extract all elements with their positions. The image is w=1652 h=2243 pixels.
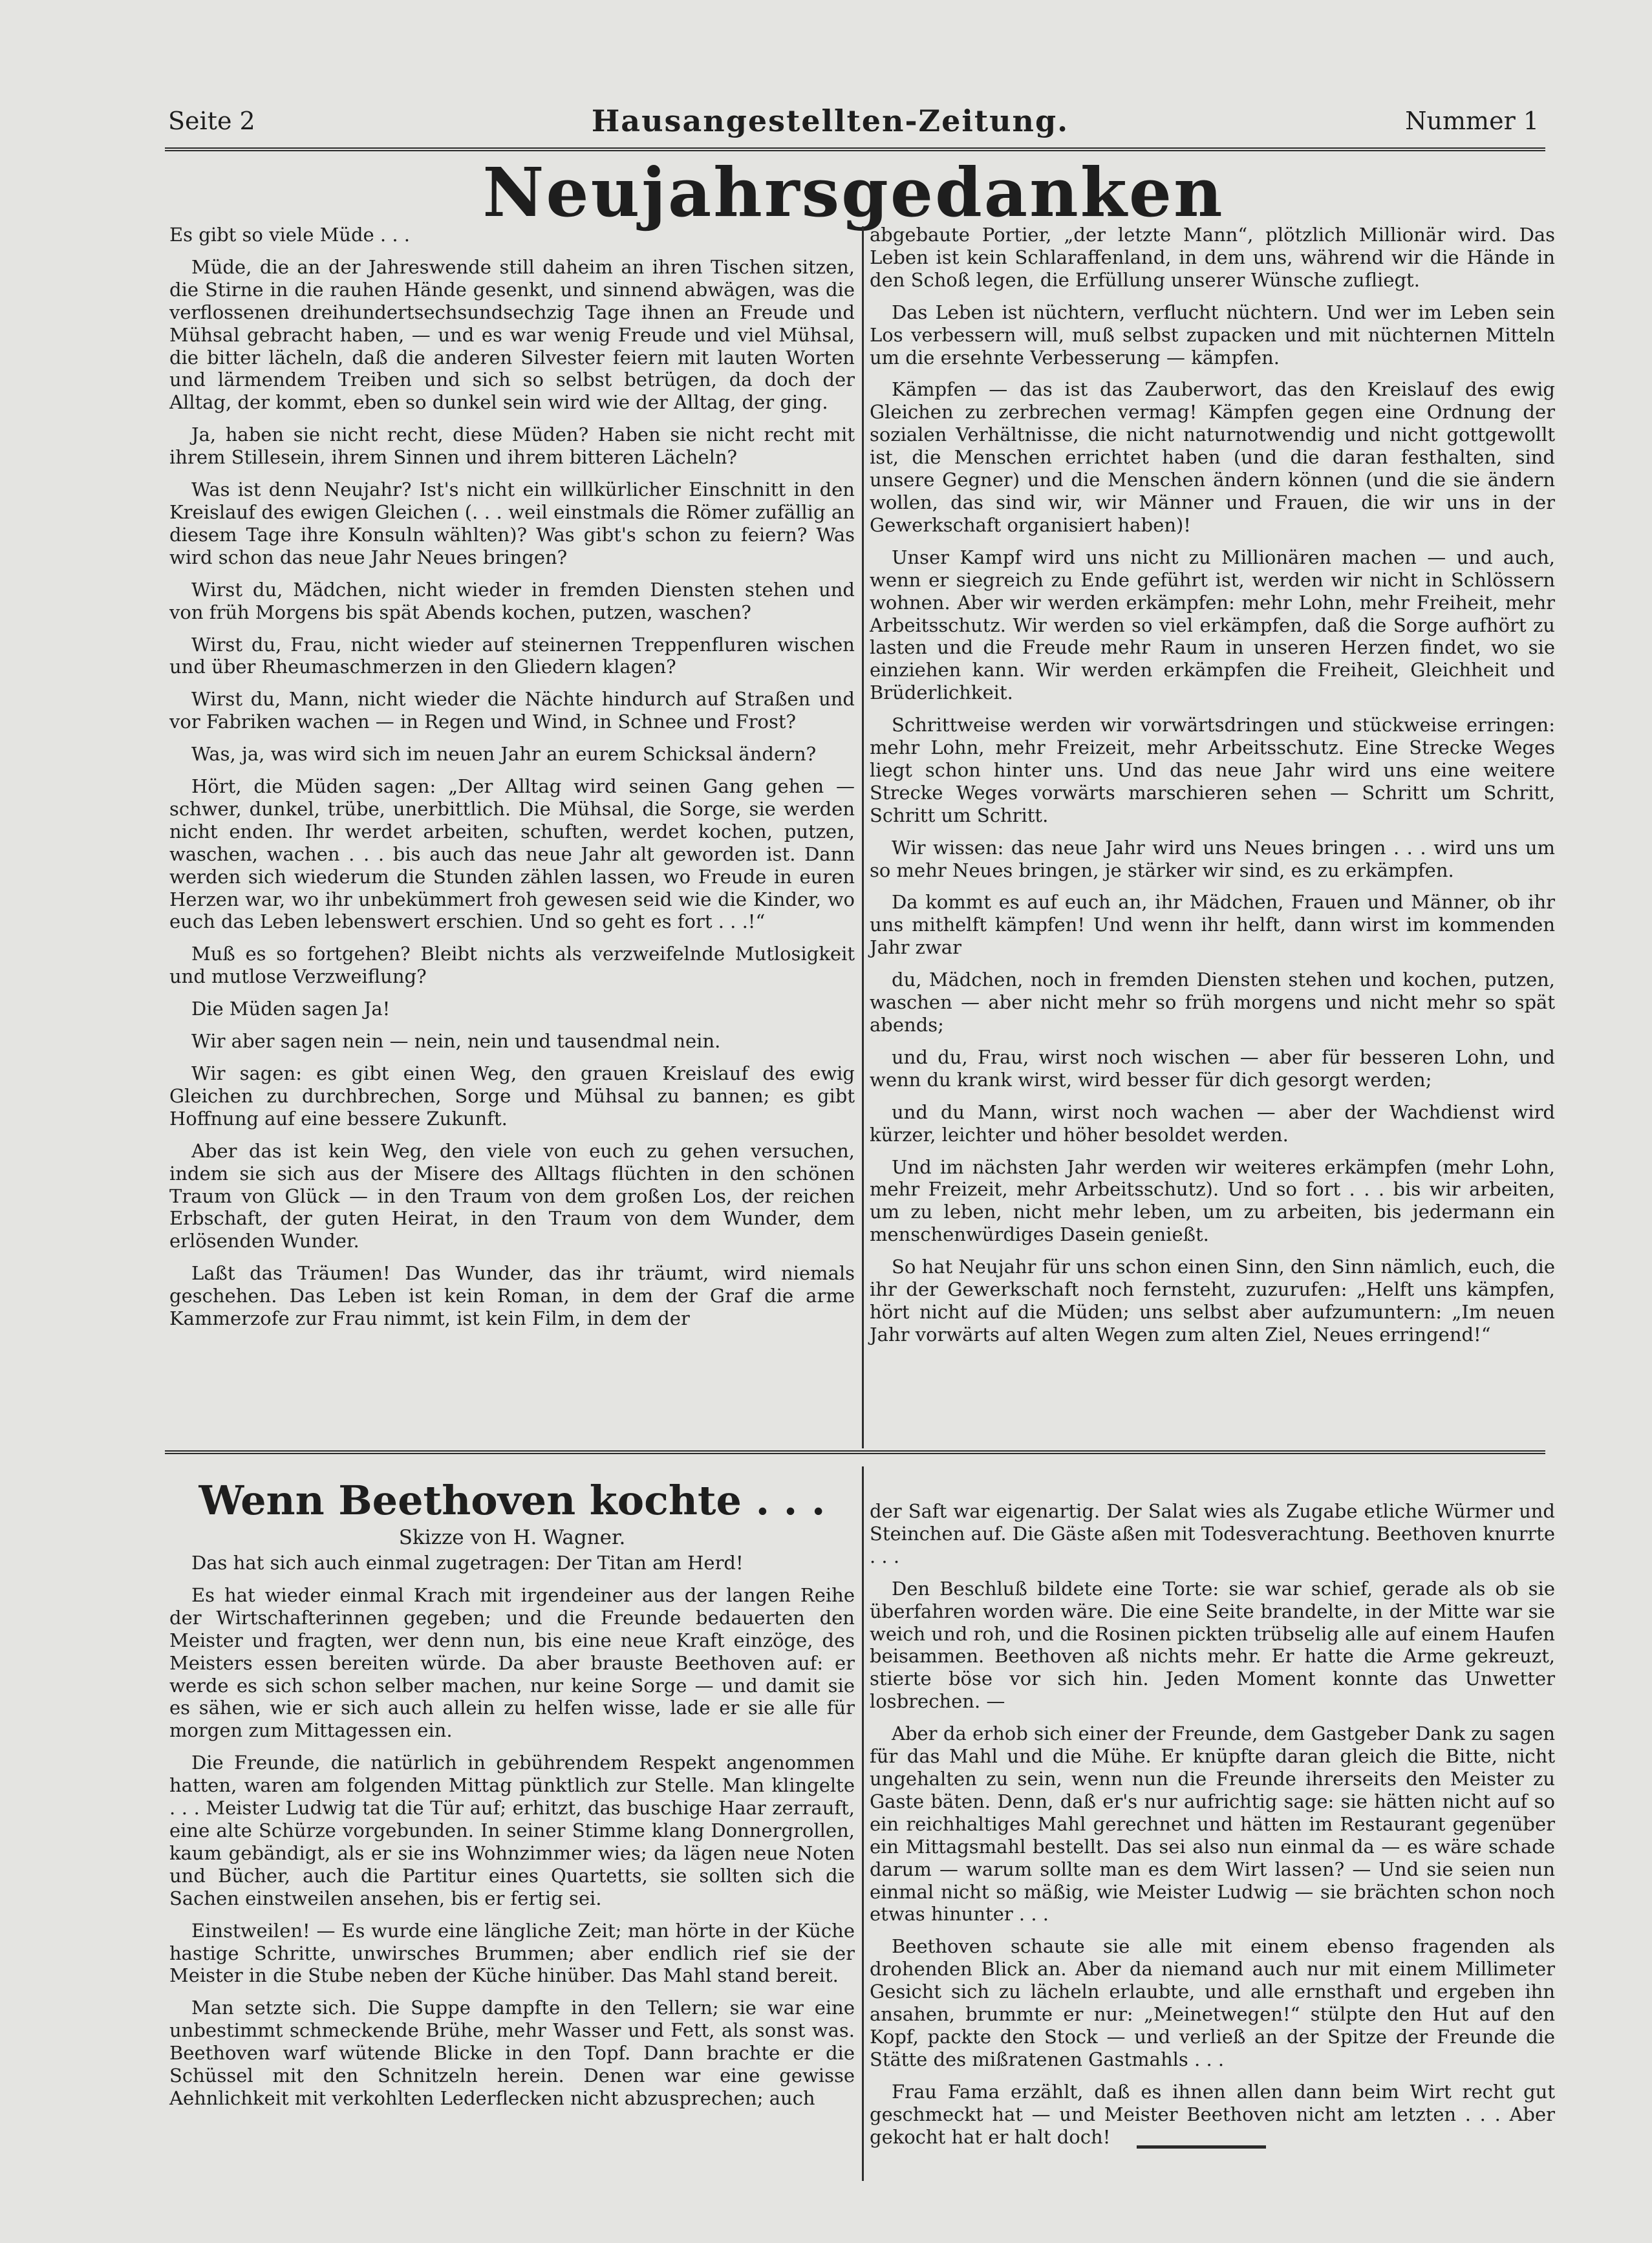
paragraph: abgebaute Portier, „der letzte Mann“, plötzlich Millionär wird. Das Leben ist kein Schlaraffenland, in dem uns, während wir die Hände in den Schoß legen, die Erfüllung unserer Wünsche zufliegt. — [870, 224, 1555, 291]
paragraph: Es gibt so viele Müde . . . — [169, 224, 410, 246]
story-title: Wenn Beethoven kochte . . . — [198, 1477, 826, 1524]
paragraph: Das Leben ist nüchtern, verflucht nüchtern. Und wer im Leben sein Los verbessern will, muß selbst zupacken und mit nüchternen Mitteln um die ersehnte Verbesserung — kämpfen. — [870, 301, 1555, 369]
paragraph: Aber da erhob sich einer der Freunde, dem Gastgeber Dank zu sagen für das Mahl und die Mühe. Er knüpfte daran gleich die Bitte, nicht ungehalten zu sein, wenn nun die Freunde ihrerseits den Meister zu Gaste bäten. Denn, daß er's nur aufrichtig sage: sie hätten nicht auf so ein reichhaltiges Mahl gerechnet und hätten im Restaurant gegenüber ein Mittagsmahl bestellt. Das sei also nun einmal da — es wäre schade darum — warum sollte man es dem Wirt lassen? — Und sie seien nun einmal nicht so mäßig, wie Meister Ludwig — sie brächten schon noch etwas hinunter . . . — [870, 1722, 1555, 1926]
story-byline: Skizze von H. Wagner. — [398, 1526, 626, 1549]
paragraph: Ja, haben sie nicht recht, diese Müden? Haben sie nicht recht mit ihrem Stillesein, ihrem Sinnen und ihrem bitteren Lächeln? — [169, 424, 855, 469]
paragraph: Wir wissen: das neue Jahr wird uns Neues bringen . . . wird uns um so mehr Neues bringen, je stärker wir sind, es zu erkämpfen. — [870, 836, 1555, 881]
paragraph: Es hat wieder einmal Krach mit irgendeiner aus der langen Reihe der Wirtschafterinnen gegeben; und die Freunde bedauerten den Meister und fragten, wer denn nun, bis eine neue Kraft einzöge, des Meisters essen bereiten würde. Da aber brauste Beethoven auf: er werde es sich schon selber machen, nur keine Sorge — und damit sie es sähen, wie er sich auch allein zu helfen wisse, lade er sie alle für morgen zum Mittagessen ein. — [169, 1583, 855, 1742]
paragraph: Hört, die Müden sagen: „Der Alltag wird seinen Gang gehen — schwer, dunkel, trübe, unerbittlich. Die Mühsal, die Sorge, sie werden nicht enden. Ihr werdet arbeiten, schuften, werdet kochen, putzen, waschen, wachen . . . bis auch das neue Jahr alt geworden ist. Dann werden sich wiederum die Stunden zählen lassen, wo Freude in euren Herzen war, wo ihr unbekümmert froh gewesen seid wie die Kinder, wo euch das Leben lebenswert erschien. Und so geht es fort . . .!“ — [169, 775, 855, 933]
paragraph: Wirst du, Frau, nicht wieder auf steinernen Treppenfluren wischen und über Rheumaschmerzen in den Gliedern klagen? — [169, 633, 855, 678]
story-column-right — [870, 1500, 1555, 2158]
article-column-left — [169, 224, 855, 1340]
paragraph: und du, Frau, wirst noch wischen — aber für besseren Lohn, und wenn du krank wirst, wird besser für dich gesorgt werden; — [870, 1046, 1555, 1091]
section-divider — [165, 1450, 1545, 1454]
paragraph: Die Freunde, die natürlich in gebührendem Respekt angenommen hatten, waren am folgenden Mittag pünktlich zur Stelle. Man klingelte . . . Meister Ludwig tat die Tür auf; erhitzt, das buschige Haar zerrauft, eine alte Schürze vorgebunden. In seiner Stimme klang Donnergrollen, kaum gebändigt, als er sie ins Wohnzimmer wies; da lägen neue Noten und Bücher, auch die Partitur eines Quartetts, sie sollten sich die Sachen einstweilen ansehen, bis er fertig sei. — [169, 1752, 855, 1909]
newspaper-name: Hausangestellten-Zeitung. — [591, 103, 1069, 138]
header-rule — [165, 147, 1545, 151]
paragraph: Die Müden sagen Ja! — [191, 998, 391, 1020]
paragraph: Muß es so fortgehen? Bleibt nichts als verzweifelnde Mutlosigkeit und mutlose Verzweiflung? — [169, 943, 855, 988]
paragraph: Unser Kampf wird uns nicht zu Millionären machen — und auch, wenn er siegreich zu Ende geführt ist, werden wir nicht in Schlössern wohnen. Aber wir werden erkämpfen: mehr Lohn, mehr Freiheit, mehr Arbeitsschutz. Wir werden so viel erkämpfen, daß die Sorge aufhört zu lasten und die Freude mehr Raum in unseren Herzen findet, wo sie einziehen kann. Wir werden erkämpfen die Freiheit, Gleichheit und Brüderlichkeit. — [870, 546, 1555, 704]
paragraph: Aber das ist kein Weg, den viele von euch zu gehen versuchen, indem sie sich aus der Misere des Alltags flüchten in den schönen Traum von Glück — in den Traum von dem großen Los, der reichen Erbschaft, der guten Heirat, in den Traum von dem Wunder, dem erlösenden Wunder. — [169, 1139, 855, 1252]
paragraph: So hat Neujahr für uns schon einen Sinn, den Sinn nämlich, euch, die ihr der Gewerkschaft noch fernsteht, zuzurufen: „Helft uns kämpfen, hört nicht auf die Müden; uns selbst aber aufzumuntern: „Im neuen Jahr vorwärts auf alten Wegen zum alten Ziel, Neues erringend!“ — [870, 1256, 1555, 1346]
paragraph: Müde, die an der Jahreswende still daheim an ihren Tischen sitzen, die Stirne in die rauhen Hände gesenkt, und sinnend abwägen, was die verflossenen dreihundertsechsundsechzig Tage ihnen an Freude und Mühsal gebracht haben, — und es war wenig Freude und viel Mühsal, die bitter lächeln, daß die anderen Silvester feiern mit lauten Worten und lärmendem Treiben und sich so selbst betrügen, da doch der Alltag, der kommt, eben so dunkel sein wird wie der Alltag, der ging. — [169, 255, 855, 414]
paragraph: Kämpfen — das ist das Zauberwort, das den Kreislauf des ewig Gleichen zu zerbrechen vermag! Kämpfen gegen eine Ordnung der sozialen Verhältnisse, die nicht naturnotwendig und nicht gottgewollt ist, die Menschen errichtet haben (und die daran festhalten, sind unsere Gegner) und die Menschen ändern können (und die sie ändern wollen, das sind wir, wir Männer und Frauen, die wir uns in der Gewerkschaft organisiert haben)! — [870, 378, 1555, 536]
paragraph: Beethoven schaute sie alle mit einem ebenso fragenden als drohenden Blick an. Aber da niemand auch nur mit einem Millimeter Gesicht sich zu lächeln erlaubte, und alle ernsthaft und ergeben ihn ansahen, brummte er nur: „Meinetwegen!“ stülpte den Hut auf den Kopf, packte den Stock — und verließ an der Spitze der Freunde die Stätte des mißratenen Gastmahls . . . — [870, 1935, 1555, 2070]
paragraph: Und im nächsten Jahr werden wir weiteres erkämpfen (mehr Lohn, mehr Freizeit, mehr Arbeitsschutz). Und so fort . . . bis wir arbeiten, um zu leben, nicht mehr leben, um zu arbeiten, bis jedermann ein menschenwürdiges Dasein genießt. — [870, 1155, 1555, 1246]
paragraph: der Saft war eigenartig. Der Salat wies als Zugabe etliche Würmer und Steinchen auf. Die Gäste aßen mit Todesverachtung. Beethoven knurrte . . . — [870, 1500, 1555, 1567]
column-divider — [862, 226, 864, 1448]
paragraph: du, Mädchen, noch in fremden Diensten stehen und kochen, putzen, waschen — aber nicht mehr so früh morgens und nicht mehr so spät abends; — [870, 969, 1555, 1036]
column-divider — [862, 1466, 864, 2181]
paragraph: Wirst du, Mädchen, nicht wieder in fremden Diensten stehen und von früh Morgens bis spät Abends kochen, putzen, waschen? — [169, 578, 855, 623]
paragraph: Wirst du, Mann, nicht wieder die Nächte hindurch auf Straßen und vor Fabriken wachen — in Regen und Wind, in Schnee und Frost? — [169, 688, 855, 733]
paragraph: Was, ja, was wird sich im neuen Jahr an eurem Schicksal ändern? — [191, 743, 817, 766]
paragraph: und du Mann, wirst noch wachen — aber der Wachdienst wird kürzer, leichter und höher besoldet werden. — [870, 1100, 1555, 1146]
end-rule — [1137, 2145, 1266, 2149]
paragraph: Schrittweise werden wir vorwärtsdringen und stückweise erringen: mehr Lohn, mehr Freizeit, mehr Arbeitsschutz. Eine Strecke Weges liegt schon hinter uns. Und das neue Jahr wird uns eine weitere Strecke Weges vorwärts marschieren sehen — Schritt um Schritt, Schritt um Schritt. — [870, 714, 1555, 826]
paragraph: Einstweilen! — Es wurde eine längliche Zeit; man hörte in der Küche hastige Schritte, unwirsches Brummen; aber endlich rief sie der Meister in die Stube neben der Küche hinüber. Das Mahl stand bereit. — [169, 1919, 855, 1987]
issue-number: Nummer 1 — [1405, 107, 1539, 135]
story-column-left — [169, 1552, 855, 2120]
paragraph: Wir sagen: es gibt einen Weg, den grauen Kreislauf des ewig Gleichen zu durchbrechen, Sorge und Mühsal zu bannen; es gibt Hoffnung auf eine bessere Zukunft. — [169, 1062, 855, 1130]
paragraph: Laßt das Träumen! Das Wunder, das ihr träumt, wird niemals geschehen. Das Leben ist kein Roman, in dem der Graf die arme Kammerzofe zur Frau nimmt, ist kein Film, in dem der — [169, 1262, 855, 1330]
page-number: Seite 2 — [168, 107, 255, 135]
paragraph: Frau Fama erzählt, daß es ihnen allen dann beim Wirt recht gut geschmeckt hat — und Meister Beethoven nicht am letzten . . . Aber gekocht hat er halt doch! — [870, 2080, 1555, 2148]
article-column-right — [870, 224, 1555, 1356]
paragraph: Da kommt es auf euch an, ihr Mädchen, Frauen und Männer, ob ihr uns mithelft kämpfen! Und wenn ihr helft, dann wirst im kommenden Jahr zwar — [870, 891, 1555, 959]
page-header — [168, 98, 1539, 144]
paragraph: Den Beschluß bildete eine Torte: sie war schief, gerade als ob sie überfahren worden wäre. Die eine Seite brandelte, in der Mitte war sie weich und roh, und die Rosinen pickten trübselig alle auf einem Haufen beisammen. Beethoven aß nichts mehr. Er hatte die Arme gekreuzt, stierte böse vor sich hin. Jeden Moment konnte das Unwetter losbrechen. — — [870, 1577, 1555, 1713]
paragraph: Das hat sich auch einmal zugetragen: Der Titan am Herd! — [191, 1552, 744, 1574]
paragraph: Man setzte sich. Die Suppe dampfte in den Tellern; sie war eine unbestimmt schmeckende Brühe, mehr Wasser und Fett, als sonst was. Beethoven warf wütende Blicke in den Topf. Dann brachte er die Schüssel mit den Schnitzeln herein. Denen war eine gewisse Aehnlichkeit mit verkohlten Lederflecken nicht abzusprechen; auch — [169, 1997, 855, 2109]
paragraph: Wir aber sagen nein — nein, nein und tausendmal nein. — [191, 1030, 721, 1053]
paragraph: Was ist denn Neujahr? Ist's nicht ein willkürlicher Einschnitt in den Kreislauf des ewigen Gleichen (. . . weil einstmals die Römer zufällig an diesem Tage ihre Konsuln wählten)? Was gibt's schon zu feiern? Was wird schon das neue Jahr Neues bringen? — [169, 478, 855, 568]
article-title: Neujahrsgedanken — [482, 153, 1225, 232]
